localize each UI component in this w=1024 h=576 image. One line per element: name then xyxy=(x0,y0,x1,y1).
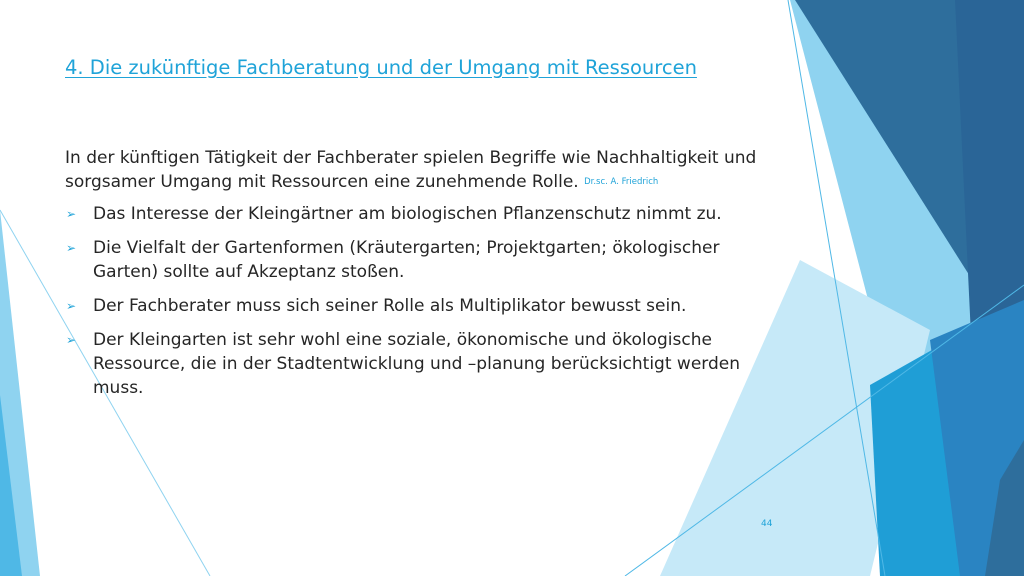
bullet-item xyxy=(65,202,765,226)
bullet-item xyxy=(65,236,765,284)
arrow-right-icon: ➢ xyxy=(66,333,77,347)
intro-paragraph xyxy=(65,146,765,194)
bullet-text: Der Fachberater muss sich seiner Rolle als Multiplikator bewusst sein. xyxy=(93,296,687,316)
bullet-item xyxy=(65,294,765,318)
page-number: 44 xyxy=(761,519,773,529)
bullet-list xyxy=(65,202,765,410)
arrow-right-icon: ➢ xyxy=(66,299,77,313)
slide-title: 4. Die zukünftige Fachberatung und der Umgang mit Ressourcen xyxy=(65,56,697,79)
arrow-right-icon: ➢ xyxy=(66,241,77,255)
bullet-text: Der Kleingarten ist sehr wohl eine soziale, ökonomische und ökologische Ressource, die in der Stadtentwicklung und –planung berücksichtigt werden muss. xyxy=(93,330,740,398)
bullet-text: Die Vielfalt der Gartenformen (Kräutergarten; Projektgarten; ökologischer Garten) sollte auf Akzeptanz stoßen. xyxy=(93,238,720,282)
intro-text: In der künftigen Tätigkeit der Fachberater spielen Begriffe wie Nachhaltigkeit und sorgsamer Umgang mit Ressourcen eine zunehmende Rolle. xyxy=(65,148,757,192)
attribution: Dr.sc. A. Friedrich xyxy=(584,177,659,187)
bullet-text: Das Interesse der Kleingärtner am biologischen Pflanzenschutz nimmt zu. xyxy=(93,204,722,224)
bullet-item xyxy=(65,328,765,400)
arrow-right-icon: ➢ xyxy=(66,207,77,221)
